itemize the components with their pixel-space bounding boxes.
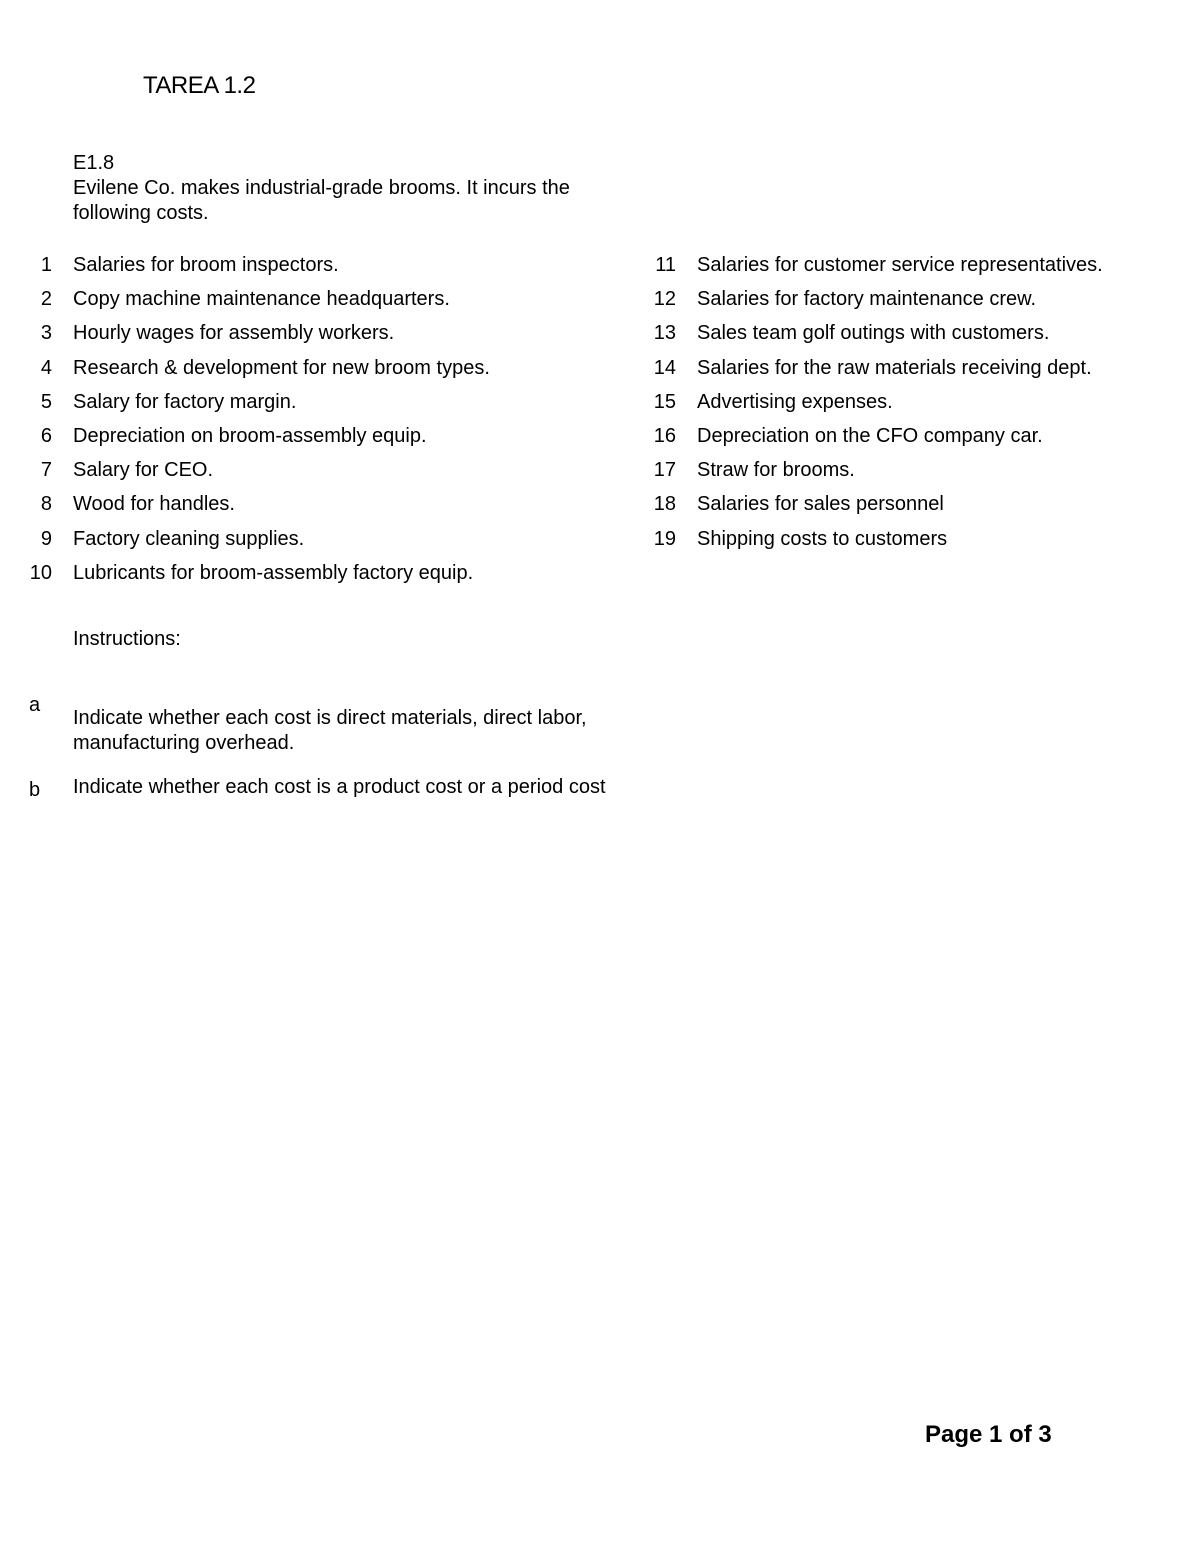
item-number: 17: [653, 459, 676, 482]
item-text: Hourly wages for assembly workers.: [73, 322, 395, 345]
item-number: 2: [40, 288, 52, 311]
item-number: 15: [653, 390, 676, 413]
item-number: 9: [40, 527, 52, 550]
item-text: Factory cleaning supplies.: [73, 527, 305, 550]
item-text: Salary for CEO.: [73, 459, 214, 482]
exercise-description: Evilene Co. makes industrial-grade brooms. It incurs the following costs.: [73, 177, 570, 224]
item-number: 11: [655, 254, 676, 276]
item-text: Research & development for new broom types.: [73, 356, 490, 379]
instruction-text: Indicate whether each cost is direct materials, direct labor, manufacturing overhead.: [73, 707, 587, 754]
item-number: 16: [653, 424, 676, 447]
item-text: Salaries for the raw materials receiving dept.: [697, 356, 1092, 379]
item-text: Salaries for factory maintenance crew.: [697, 288, 1037, 311]
item-text: Copy machine maintenance headquarters.: [73, 288, 450, 311]
item-number: 19: [653, 527, 676, 550]
item-text: Depreciation on the CFO company car.: [697, 424, 1043, 447]
page-title: TAREA 1.2: [143, 72, 256, 99]
item-number: 18: [653, 493, 676, 516]
item-number: 7: [40, 459, 52, 482]
instructions-heading: Instructions:: [73, 628, 181, 650]
item-text: Salaries for customer service representatives.: [697, 254, 1103, 276]
item-text: Advertising expenses.: [697, 390, 893, 413]
item-text: Straw for brooms.: [697, 459, 855, 482]
item-number: 5: [40, 390, 52, 413]
item-number: 4: [40, 356, 52, 379]
item-text: Sales team golf outings with customers.: [697, 322, 1050, 345]
item-text: Salaries for sales personnel: [697, 493, 944, 516]
instruction-letter: a: [29, 694, 41, 716]
page-number: Page 1 of 3: [925, 1421, 1052, 1448]
instruction-text: Indicate whether each cost is a product cost or a period cost: [73, 776, 606, 798]
item-text: Salaries for broom inspectors.: [73, 254, 339, 276]
item-text: Shipping costs to customers: [697, 527, 948, 550]
item-number: 3: [40, 322, 52, 345]
item-number: 6: [40, 424, 52, 447]
item-number: 8: [40, 493, 52, 516]
item-text: Salary for factory margin.: [73, 390, 297, 413]
item-text: Depreciation on broom-assembly equip.: [73, 424, 427, 447]
item-number: 13: [653, 322, 676, 345]
item-text: Wood for handles.: [73, 493, 235, 516]
item-number: 14: [653, 356, 676, 379]
item-number: 10: [29, 561, 52, 584]
item-text: Lubricants for broom-assembly factory equip.: [73, 561, 474, 584]
instruction-letter: b: [29, 779, 41, 801]
item-number: 12: [653, 288, 676, 311]
item-number: 1: [40, 254, 52, 276]
exercise-id: E1.8: [73, 152, 115, 174]
